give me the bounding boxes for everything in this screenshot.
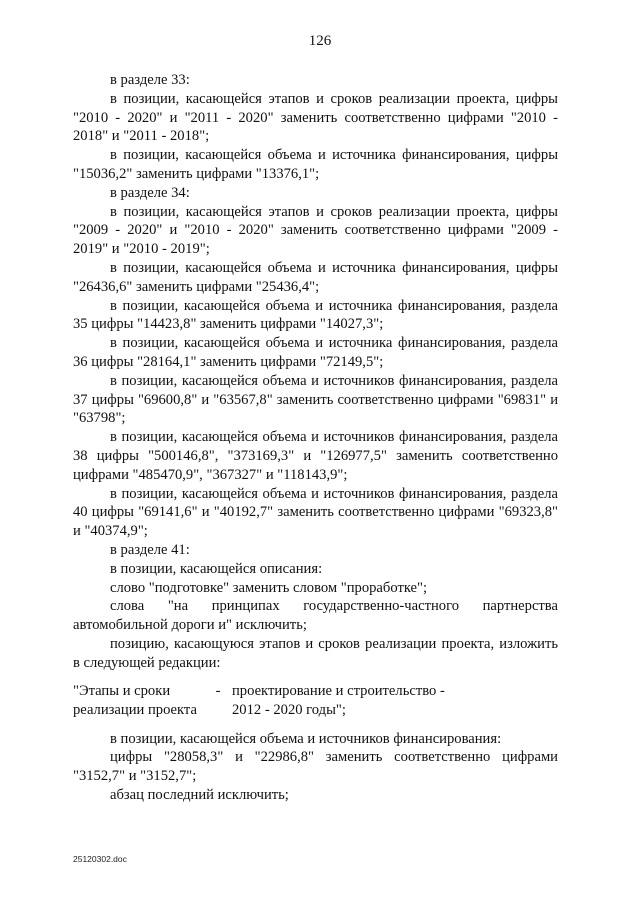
replacement-table (73, 682, 558, 720)
document-body (73, 71, 558, 805)
paragraph: в позиции, касающейся этапов и сроков реализации проекта, цифры "2010 - 2020" и "2011 - 2020" заменить соответственно цифрами "2010 - 2018" и "2011 - 2018"; (73, 90, 558, 145)
paragraph: в позиции, касающейся описания: (110, 560, 323, 577)
paragraph: в разделе 41: (110, 541, 190, 558)
table-left-cell (73, 682, 204, 720)
paragraph: в позиции, касающейся объема и источников финансирования: (110, 730, 502, 747)
table-left-line: "Этапы и сроки (73, 682, 171, 699)
paragraph: абзац последний исключить; (110, 786, 289, 803)
table-dash: - (215, 682, 221, 699)
paragraph: в разделе 33: (110, 72, 190, 88)
table-left-line: реализации проекта (73, 701, 197, 718)
file-name-footer: 25120302.doc (73, 854, 127, 864)
paragraph: цифры "28058,3" и "22986,8" заменить соответственно цифрами "3152,7" и "3152,7"; (73, 749, 558, 785)
paragraph: в позиции, касающейся объема и источников финансирования, раздела 38 цифры "500146,8", "373169,3" и "126977,5" заменить соответственно цифрами "485470,9", "367327" и "118143,9"; (73, 429, 558, 483)
paragraph: в позиции, касающейся объема и источников финансирования, раздела 37 цифры "69600,8" и "63567,8" заменить соответственно цифрами "69831" и "63798"; (73, 372, 558, 427)
paragraph: слово "подготовке" заменить словом "проработке"; (110, 579, 428, 596)
paragraph: в позиции, касающейся объема и источника финансирования, раздела 35 цифры "14423,8" заменить цифрами "14027,3"; (73, 297, 558, 333)
paragraph: в позиции, касающейся объема и источников финансирования, раздела 40 цифры "69141,6" и "40192,7" заменить соответственно цифрами "69323,8" и "40374,9"; (73, 485, 558, 540)
paragraph: в позиции, касающейся объема и источника финансирования, раздела 36 цифры "28164,1" заменить цифрами "72149,5"; (73, 335, 558, 370)
table-right-cell (232, 682, 558, 720)
paragraph: слова "на принципах государственно-частного партнерства автомобильной дороги и" исключить; (73, 598, 558, 634)
page-number: 126 (308, 33, 332, 49)
paragraph: в позиции, касающейся этапов и сроков реализации проекта, цифры "2009 - 2020" и "2010 - 2020" заменить соответственно цифрами "2009 - 2019" и "2010 - 2019"; (73, 203, 558, 258)
paragraph: в позиции, касающейся объема и источника финансирования, цифры "15036,2" заменить цифрами "13376,1"; (73, 147, 558, 182)
table-right-line: проектирование и строительство - (232, 682, 445, 699)
paragraph: позицию, касающуюся этапов и сроков реализации проекта, изложить в следующей редакции: (73, 635, 558, 671)
paragraph: в позиции, касающейся объема и источника финансирования, цифры "26436,6" заменить цифрами "25436,4"; (73, 259, 558, 295)
table-right-line: 2012 - 2020 годы"; (232, 701, 346, 718)
paragraph: в разделе 34: (110, 184, 190, 201)
